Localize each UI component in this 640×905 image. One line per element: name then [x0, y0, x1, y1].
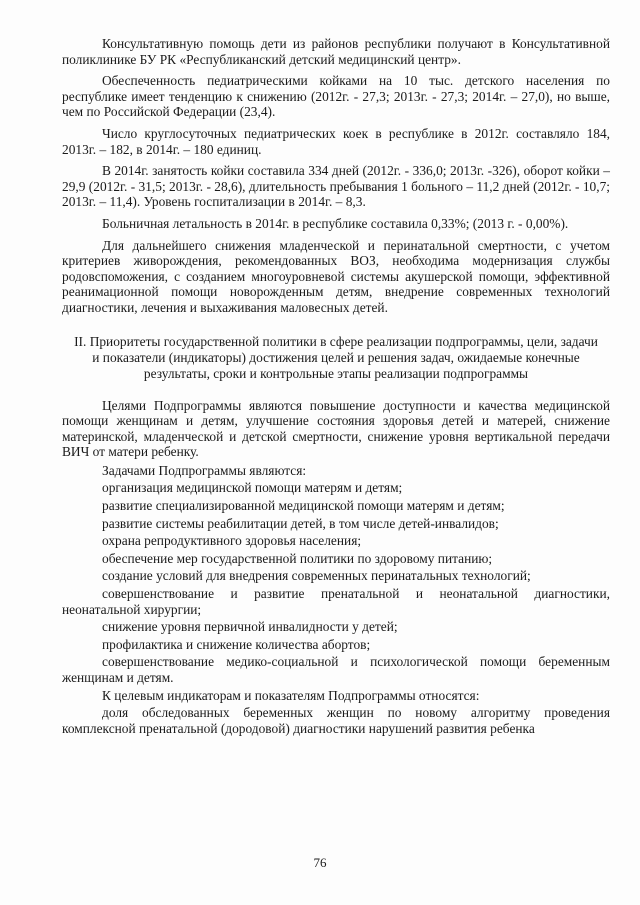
indicator-item: доля обследованных беременных женщин по новому алгоритму проведения комплексной пренатальной (дородовой) диагностики нарушений развития ребенка [62, 705, 610, 736]
paragraph-consultation: Консультативную помощь дети из районов республики получают в Консультативной поликлинике БУ РК «Республиканский детский медицинский центр». [62, 36, 610, 67]
task-item: совершенствование и развитие пренатальной и неонатальной диагностики, неонатальной хирургии; [62, 586, 610, 617]
task-item: развитие системы реабилитации детей, в том числе детей-инвалидов; [102, 515, 499, 531]
task-item: охрана репродуктивного здоровья населения; [102, 533, 362, 549]
task-item: снижение уровня первичной инвалидности у детей; [102, 619, 398, 635]
tasks-intro: Задачами Подпрограммы являются: [102, 462, 307, 478]
page-number: 76 [313, 855, 327, 870]
paragraph-goals: Целями Подпрограммы являются повышение доступности и качества медицинской помощи женщинам и детям, улучшение состояния здоровья детей и матерей, снижение материнской, младенческой и детской смертности, снижение уровня вертикальной передачи ВИЧ от матери ребенку. [62, 397, 610, 460]
section-heading: II. Приоритеты государственной политики в сфере реализации подпрограммы, цели, задачи и показатели (индикаторы) достижения целей и решения задач, ожидаемые конечные результаты, сроки и контрольные этапы реализации подпрограммы [74, 333, 598, 381]
paragraph-bed-provision: Обеспеченность педиатрическими койками на 10 тыс. детского населения по республике имеет тенденцию к снижению (2012г. - 27,3; 2013г. - 27,3; 2014г. – 27,0), но выше, чем по Российской Федерации (23,4). [62, 73, 610, 120]
task-item: создание условий для внедрения современных перинатальных технологий; [102, 568, 531, 584]
task-item: развитие специализированной медицинской помощи матерям и детям; [102, 498, 505, 514]
indicators-intro: К целевым индикаторам и показателям Подпрограммы относятся: [102, 687, 480, 703]
task-item: организация медицинской помощи матерям и детям; [102, 480, 403, 496]
task-item: профилактика и снижение количества абортов; [102, 636, 371, 652]
task-item: совершенствование медико-социальной и психологической помощи беременным женщинам и детям. [62, 654, 610, 685]
paragraph-bed-occupancy: В 2014г. занятость койки составила 334 дней (2012г. - 336,0; 2013г. -326), оборот койки – 29,9 (2012г. - 31,5; 2013г. - 28,6), длительность пребывания 1 больного – 11,2 дней (2012г. - 10,7; 2013г. – 11,4). Уровень госпитализации в 2014г. – 8,3. [62, 163, 610, 210]
paragraph-modernization: Для дальнейшего снижения младенческой и перинатальной смертности, с учетом критериев живорождения, рекомендованных ВОЗ, необходима модернизация службы родовспоможения, с созданием многоуровневой системы акушерской помощи, эффективной реанимационной помощи новорожденным детям, внедрение современных технологий диагностики, лечения и выхаживания маловесных детей. [62, 237, 610, 315]
paragraph-bed-count: Число круглосуточных педиатрических коек в республике в 2012г. составляло 184, 2013г. – 182, в 2014г. – 180 единиц. [62, 125, 610, 157]
paragraph-hospital-lethality: Больничная летальность в 2014г. в республике составила 0,33%; (2013 г. - 0,00%). [102, 215, 569, 231]
page-body [62, 36, 610, 738]
task-item: обеспечение мер государственной политики по здоровому питанию; [102, 550, 493, 566]
